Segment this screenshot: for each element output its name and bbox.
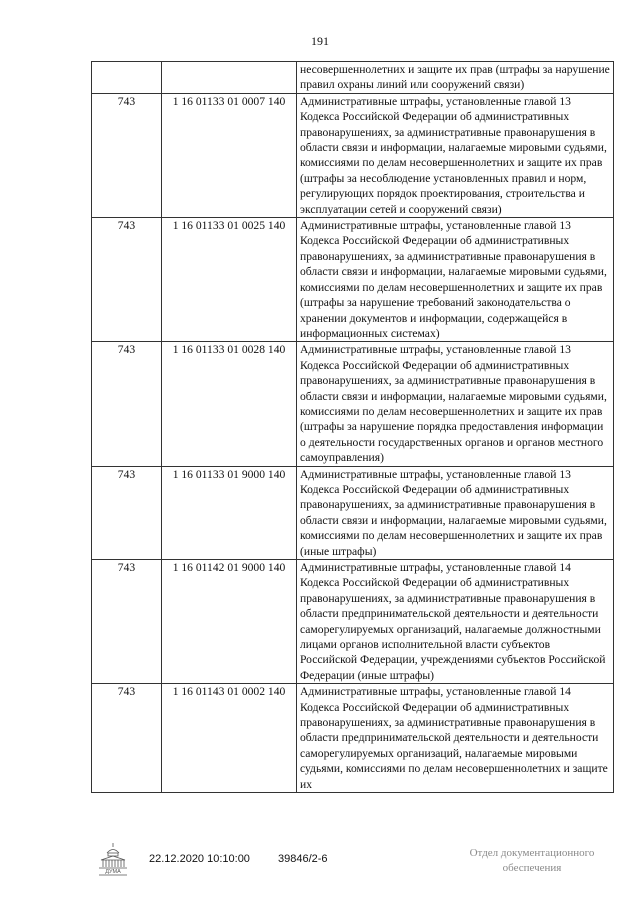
page-footer	[0, 838, 640, 898]
description-cell: Административные штрафы, установленные главой 14 Кодекса Российской Федерации об административных правонарушениях, за административные правонарушения в области предпринимательской деятельности и деятельности саморегулируемых организаций, налагаемые мировыми судьями, комиссиями по делам несовершеннолетних и защите их	[297, 684, 614, 793]
table-row	[92, 218, 614, 342]
table-row	[92, 684, 614, 793]
description-cell: Административные штрафы, установленные главой 13 Кодекса Российской Федерации об административных правонарушениях, за административные правонарушения в области связи и информации, налагаемые мировыми судьями, комиссиями по делам несовершеннолетних и защите их прав (штрафы за нарушение требований законодательства о хранении документов и информации, содержащейся в информационных системах)	[297, 218, 614, 342]
kbk-code-cell: 1 16 01143 01 0002 140	[162, 684, 297, 793]
duma-building-logo-icon	[96, 842, 130, 876]
admin-code-cell: 743	[92, 342, 162, 466]
description-cell: Административные штрафы, установленные главой 13 Кодекса Российской Федерации об административных правонарушениях, за административные правонарушения в области связи и информации, налагаемые мировыми судьями, комиссиями по делам несовершеннолетних и защите их прав (штрафы за нарушение порядка предоставления информации о деятельности государственных органов и органов местного самоуправления)	[297, 342, 614, 466]
department-stamp	[452, 846, 612, 876]
kbk-code-cell: 1 16 01133 01 0007 140	[162, 93, 297, 217]
description-cell: Административные штрафы, установленные главой 13 Кодекса Российской Федерации об административных правонарушениях, за административные правонарушения в области связи и информации, налагаемые мировыми судьями, комиссиями по делам несовершеннолетних и защите их прав (штрафы за несоблюдение установленных правил и норм, регулирующих порядок проектирования, строительства и эксплуатации сетей и сооружений связи)	[297, 93, 614, 217]
kbk-code-cell: 1 16 01133 01 0025 140	[162, 218, 297, 342]
table-row	[92, 93, 614, 217]
footer-doc-number: 39846/2-6	[278, 853, 328, 865]
table-row	[92, 62, 614, 94]
admin-code-cell: 743	[92, 466, 162, 559]
stamp-line: обеспечения	[502, 862, 562, 874]
budget-codes-table	[91, 61, 614, 793]
kbk-code-cell	[162, 62, 297, 94]
kbk-code-cell: 1 16 01133 01 9000 140	[162, 466, 297, 559]
kbk-code-cell: 1 16 01133 01 0028 140	[162, 342, 297, 466]
description-cell: несовершеннолетних и защите их прав (штрафы за нарушение правил охраны линий или сооружений связи)	[297, 62, 614, 94]
table-row	[92, 560, 614, 684]
table-row	[92, 342, 614, 466]
admin-code-cell: 743	[92, 93, 162, 217]
table-body	[92, 62, 614, 793]
admin-code-cell	[92, 62, 162, 94]
description-cell: Административные штрафы, установленные главой 13 Кодекса Российской Федерации об административных правонарушениях, за административные правонарушения в области связи и информации, налагаемые мировыми судьями, комиссиями по делам несовершеннолетних и защите их прав (иные штрафы)	[297, 466, 614, 559]
kbk-code-cell: 1 16 01142 01 9000 140	[162, 560, 297, 684]
description-cell: Административные штрафы, установленные главой 14 Кодекса Российской Федерации об административных правонарушениях, за административные правонарушения в области предпринимательской деятельности и деятельности саморегулируемых организаций, налагаемые должностными лицами органов исполнительной власти субъектов Российской Федерации, учреждениями субъектов Российской Федерации (иные штрафы)	[297, 560, 614, 684]
admin-code-cell: 743	[92, 684, 162, 793]
page-number: 191	[311, 34, 329, 48]
footer-datetime: 22.12.2020 10:10:00	[149, 853, 250, 865]
stamp-line: Отдел документационного	[469, 847, 595, 859]
logo-text: ДУМА	[105, 869, 121, 875]
admin-code-cell: 743	[92, 218, 162, 342]
admin-code-cell: 743	[92, 560, 162, 684]
table-row	[92, 466, 614, 559]
